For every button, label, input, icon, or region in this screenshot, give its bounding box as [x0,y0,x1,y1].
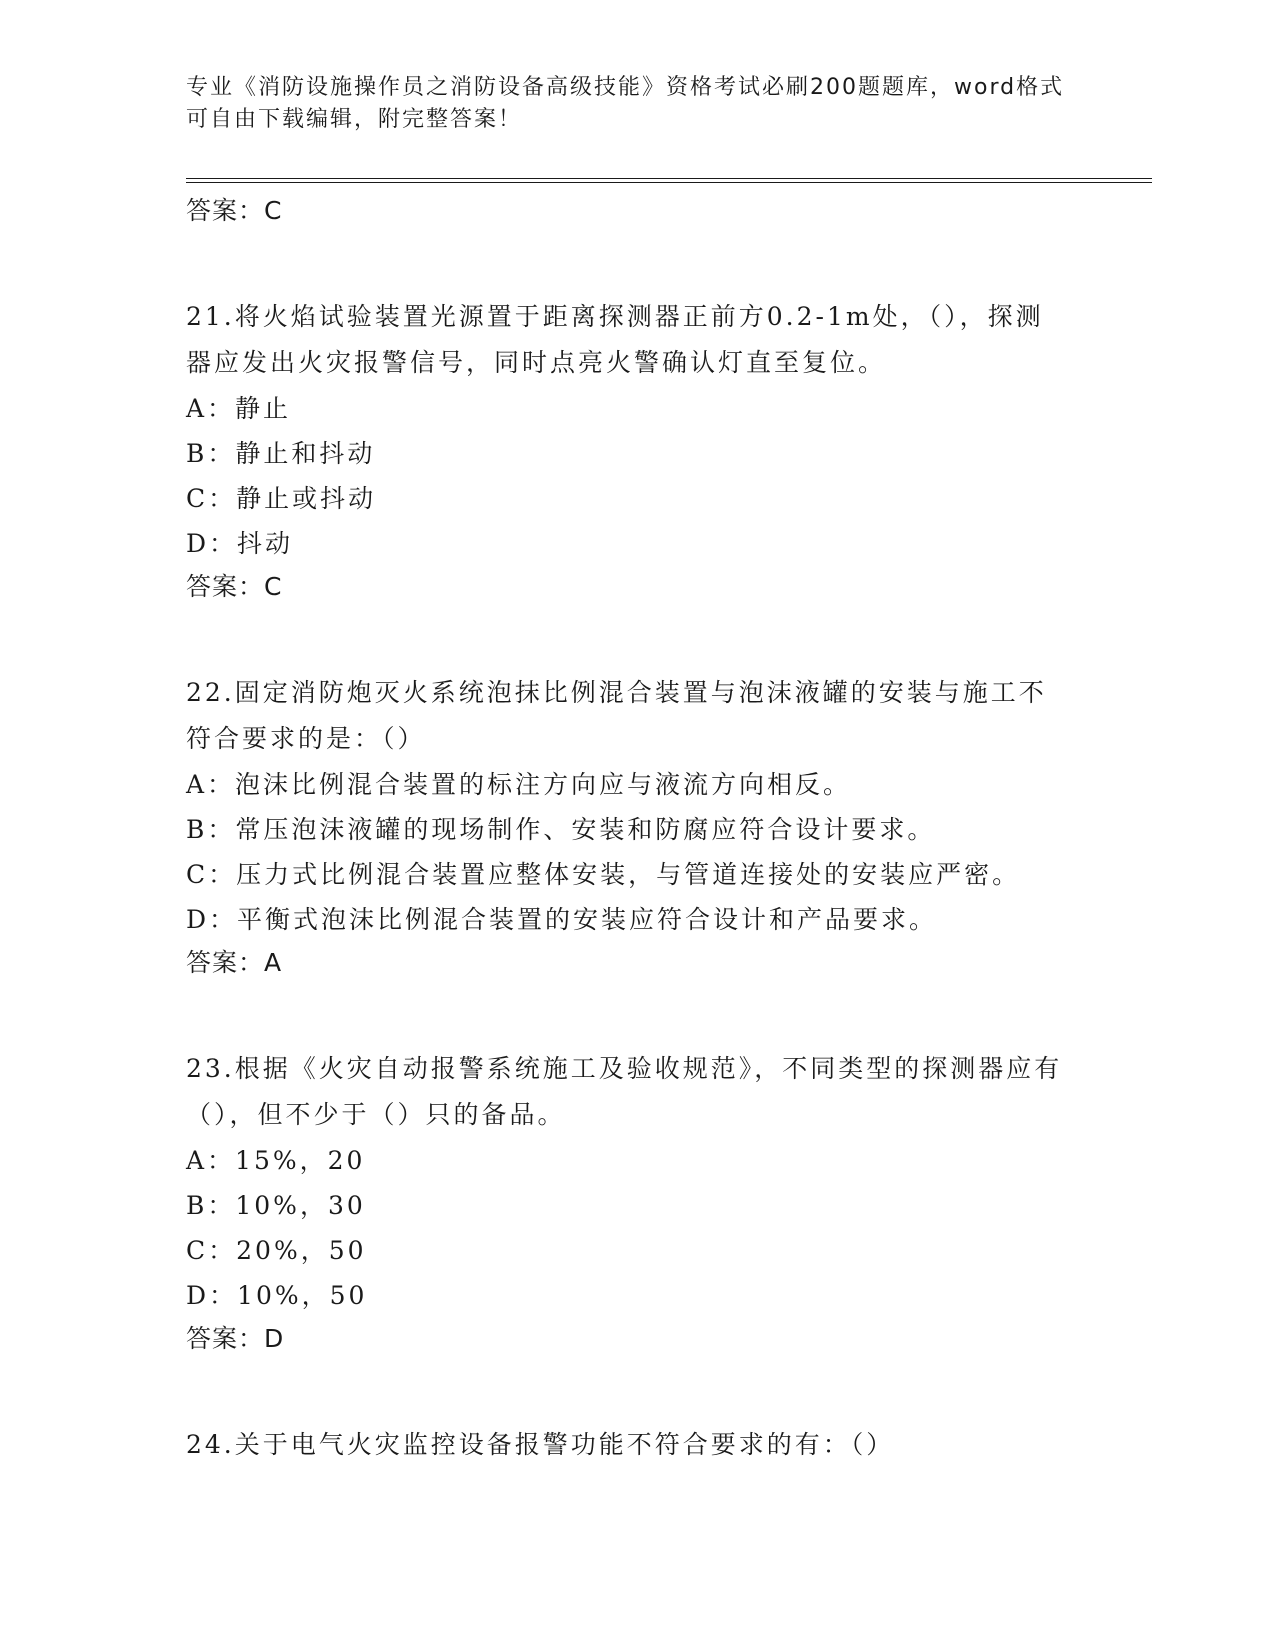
option-d: D：平衡式泡沫比例混合装置的安装应符合设计和产品要求。 [186,905,938,934]
question-stem: 23.根据《火灾自动报警系统施工及验收规范》，不同类型的探测器应有（），但不少于（）只的备品。 [186,1054,1063,1129]
option-b: B：10%，30 [186,1191,366,1220]
option-c: C：20%，50 [186,1236,367,1265]
option-a: A：静止 [186,394,292,423]
question-stem: 21.将火焰试验装置光源置于距离探测器正前方0.2-1m处，（），探测器应发出火灾报警信号，同时点亮火警确认灯直至复位。 [186,302,1044,377]
answer-prev: 答案：C [186,196,283,225]
question-24 [186,1422,1086,1468]
option-d: D：10%，50 [186,1281,368,1310]
option-c: C：压力式比例混合装置应整体安装，与管道连接处的安装应严密。 [186,860,1021,889]
document-header: 专业《消防设施操作员之消防设备高级技能》资格考试必刷200题题库，word格式可自由下载编辑，附完整答案！ [186,75,1065,132]
question-23 [186,1046,1086,1360]
option-c: C：静止或抖动 [186,484,377,513]
option-b: B：静止和抖动 [186,439,376,468]
option-d: D：抖动 [186,529,294,558]
option-b: B：常压泡沫液罐的现场制作、安装和防腐应符合设计要求。 [186,815,936,844]
question-22 [186,670,1086,984]
question-answer: 答案：D [186,1324,285,1353]
header-divider-bottom [186,182,1152,183]
document-body [186,190,1086,1468]
option-a: A：泡沫比例混合装置的标注方向应与液流方向相反。 [186,770,852,799]
question-21 [186,294,1086,608]
question-stem: 22.固定消防炮灭火系统泡抹比例混合装置与泡沫液罐的安装与施工不符合要求的是：（） [186,678,1047,753]
header-divider-top [186,178,1152,179]
option-a: A：15%，20 [186,1146,366,1175]
question-stem: 24.关于电气火灾监控设备报警功能不符合要求的有：（） [186,1430,895,1459]
question-answer: 答案：C [186,572,283,601]
question-answer: 答案：A [186,948,283,977]
